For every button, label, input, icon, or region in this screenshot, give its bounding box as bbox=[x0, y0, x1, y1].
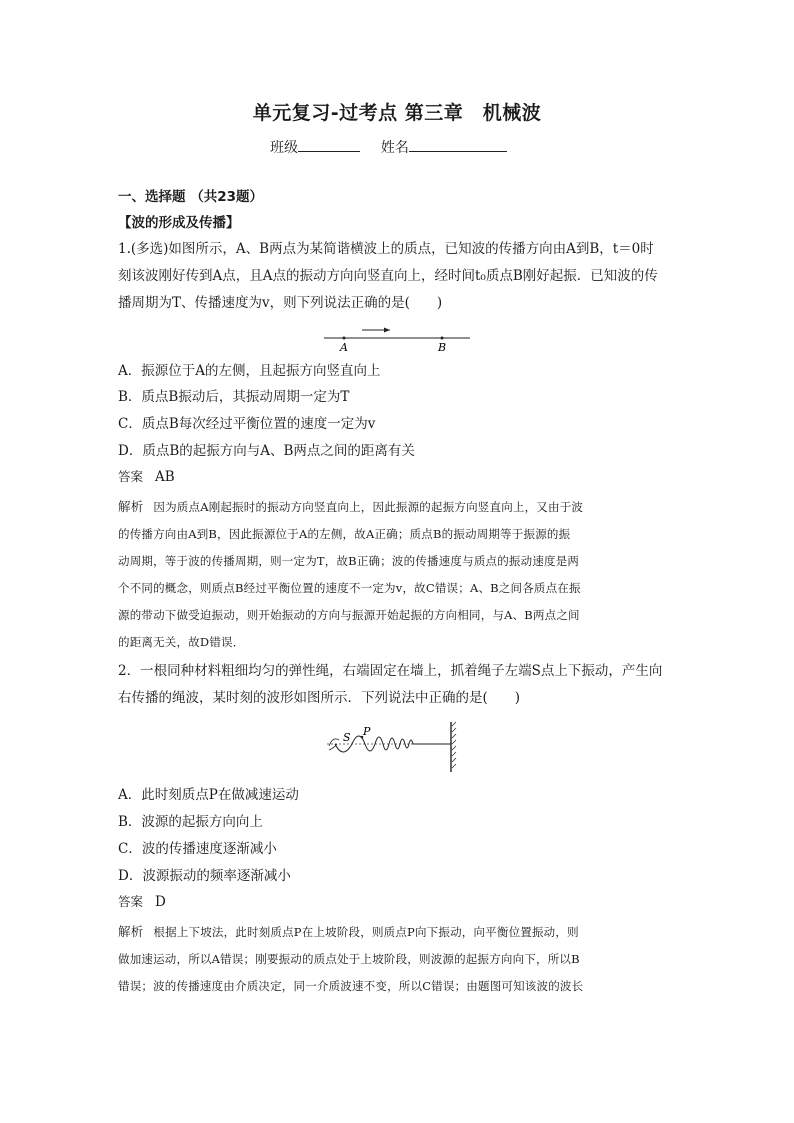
q2-option-b: B．波源的起振方向向上 bbox=[118, 814, 263, 830]
class-blank[interactable] bbox=[298, 137, 360, 152]
q1-stem-line: 刻该波刚好传到A点，且A点的振动方向向竖直向上，经时间t₀质点B刚好起振．已知波的传 bbox=[118, 268, 658, 284]
arrow-head-icon bbox=[384, 328, 390, 333]
name-blank[interactable] bbox=[409, 137, 507, 152]
q1-stem-line: 1.(多选)如图所示，A、B两点为某简谐横波上的质点，已知波的传播方向由A到B，t＝0时 bbox=[118, 241, 654, 257]
q2-stem-line: 右传播的绳波，某时刻的波形如图所示．下列说法中正确的是( ) bbox=[118, 690, 521, 706]
q1-explanation-line: 解析 因为质点A刚起振时的振动方向竖直向上，因此振源的起振方向竖直向上，又由于波 bbox=[118, 499, 584, 514]
q2-explanation-label: 解析 bbox=[118, 924, 144, 939]
q1-explanation-line: 的传播方向由A到B，因此振源位于A的左侧，故A正确；质点B的振动周期等于振源的振 bbox=[118, 527, 571, 541]
q2-label-p: P bbox=[363, 725, 371, 738]
wall-hatch-icon bbox=[452, 722, 456, 768]
page-title: 单元复习-过考点 第三章 机械波 bbox=[252, 102, 542, 124]
q2-answer-row bbox=[118, 893, 166, 911]
q1-option-c: C．质点B每次经过平衡位置的速度一定为v bbox=[118, 416, 376, 432]
q1-label-a: A bbox=[340, 341, 348, 354]
name-label: 姓名 bbox=[380, 140, 409, 156]
q1-explanation-line: 的距离无关，故D错误． bbox=[118, 635, 245, 649]
q2-explanation-line: 错误；波的传播速度由介质决定，同一介质波速不变，所以C错误；由题图可知该波的波长 bbox=[118, 979, 584, 993]
class-name-line bbox=[270, 137, 507, 157]
q2-option-a: A．此时刻质点P在做减速运动 bbox=[118, 787, 299, 803]
class-label: 班级 bbox=[270, 140, 298, 156]
section-heading: 一、选择题 （共23题） bbox=[118, 189, 263, 205]
q1-explanation-label: 解析 bbox=[118, 499, 144, 514]
q1-option-d: D．质点B的起振方向与A、B两点之间的距离有关 bbox=[118, 443, 415, 459]
q1-stem-line: 播周期为T、传播速度为v，则下列说法正确的是( ) bbox=[118, 295, 443, 311]
q1-point-a bbox=[343, 337, 346, 340]
hand-finger-icon bbox=[329, 744, 337, 750]
q1-explanation-line: 个不同的概念，则质点B经过平衡位置的速度不一定为v，故C错误；A、B之间各质点在振 bbox=[118, 581, 581, 595]
hand-icon bbox=[329, 739, 339, 746]
topic-heading: 【波的形成及传播】 bbox=[118, 215, 240, 231]
q1-option-b: B．质点B振动后，其振动周期一定为T bbox=[118, 389, 350, 405]
q2-label-s: S bbox=[343, 731, 351, 744]
q1-explanation-line: 动周期，等于波的传播周期，则一定为T，故B正确；波的传播速度与质点的振动速度是两 bbox=[118, 554, 580, 568]
q1-label-b: B bbox=[438, 341, 447, 354]
q2-explanation-line: 解析 根据上下坡法，此时刻质点P在上坡阶段，则质点P向下振动，向平衡位置振动，则 bbox=[118, 924, 579, 939]
q1-answer-row bbox=[118, 468, 175, 486]
q2-option-c: C．波的传播速度逐渐减小 bbox=[118, 841, 277, 857]
q1-point-b bbox=[441, 337, 444, 340]
q2-explanation-line: 做加速运动，所以A错误；刚要振动的质点处于上坡阶段，则波源的起振方向向下，所以B bbox=[118, 952, 580, 966]
q2-stem-line: 2．一根同种材料粗细均匀的弹性绳，右端固定在墙上，抓着绳子左端S点上下振动，产生向 bbox=[118, 663, 663, 679]
q1-wave-figure bbox=[320, 322, 480, 354]
q2-answer-label: 答案 bbox=[118, 894, 144, 909]
q1-answer-value: AB bbox=[155, 469, 175, 485]
q2-wave-figure bbox=[325, 718, 465, 774]
q1-explanation-line: 源的带动下做受迫振动，则开始振动的方向与振源开始起振的方向相同，与A、B两点之间 bbox=[118, 608, 580, 622]
q1-option-a: A．振源位于A的左侧，且起振方向竖直向上 bbox=[118, 363, 381, 379]
q2-option-d: D．波源振动的频率逐渐减小 bbox=[118, 868, 291, 884]
q2-answer-value: D bbox=[155, 894, 166, 910]
q1-answer-label: 答案 bbox=[118, 469, 144, 484]
